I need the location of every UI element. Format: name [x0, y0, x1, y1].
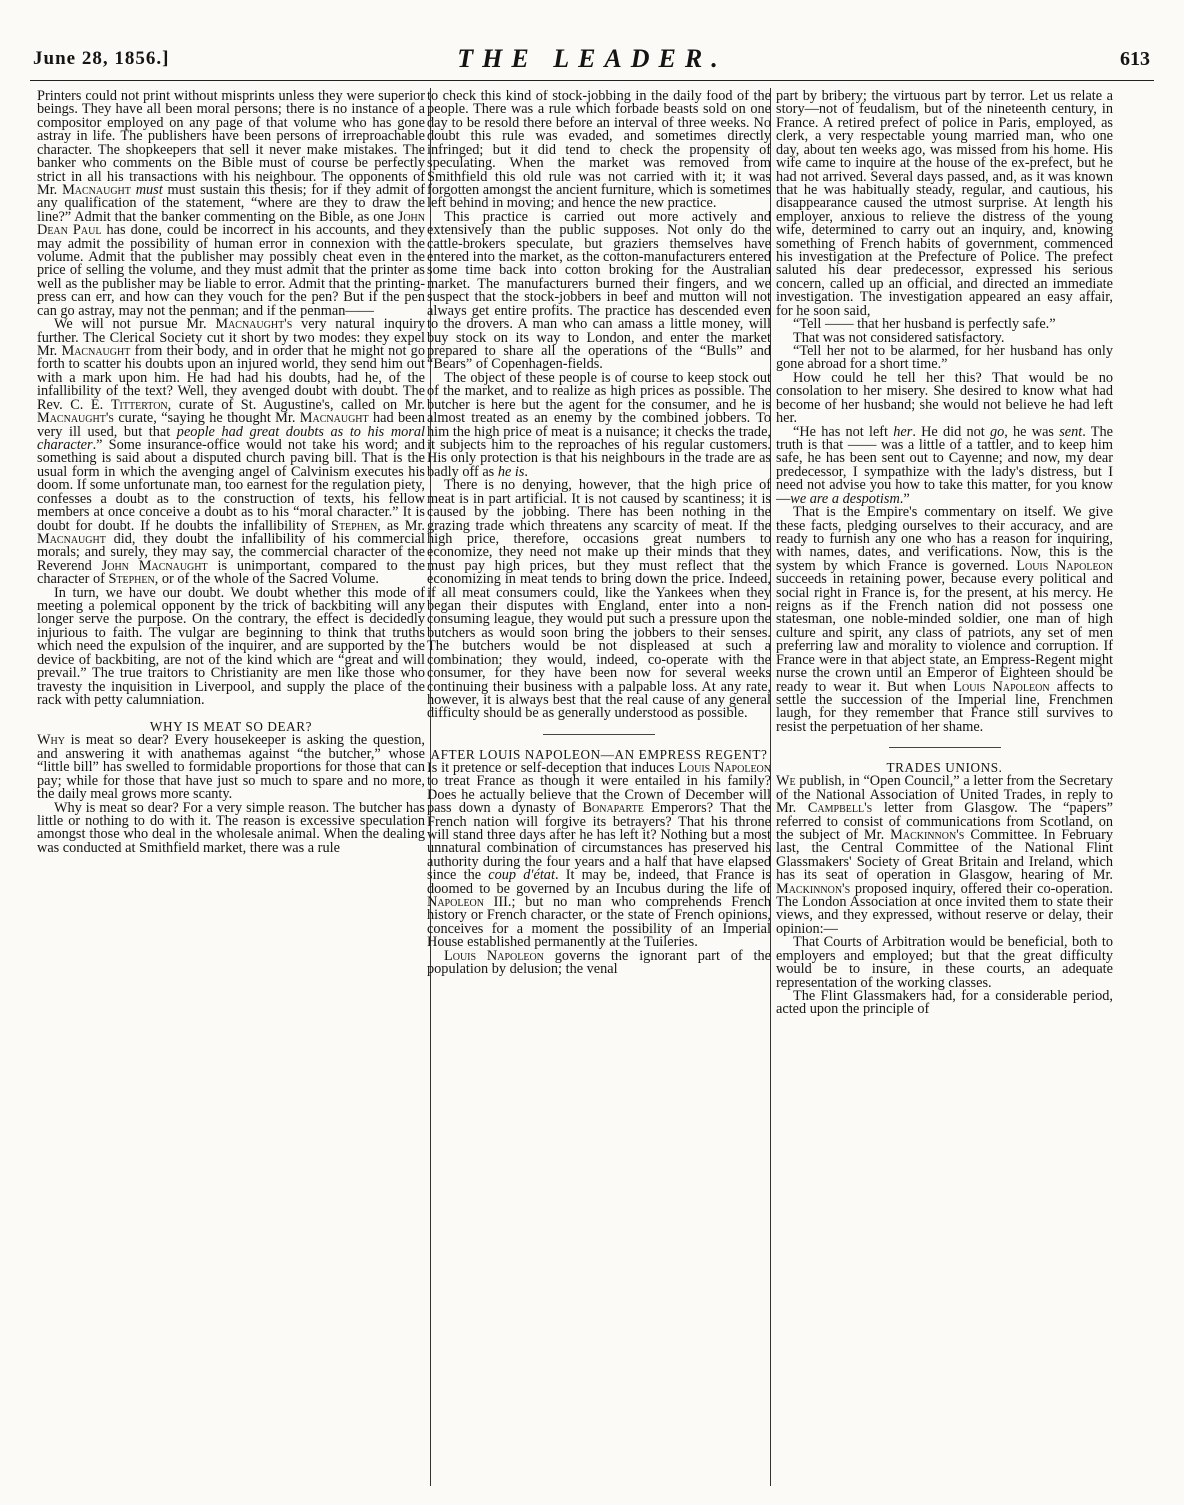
page-number: 613 — [1120, 48, 1150, 70]
section-heading: WHY IS MEAT SO DEAR? — [149, 719, 313, 735]
paragraph: Why is meat so dear? For a very simple reason. The butcher has little or nothing to do with it. The reason is excessive speculation amongst those who deal in the wholesale animal. When the dealing was conducted at Smithfield market, there was a rule — [37, 799, 425, 856]
paragraph: That is the Empire's commentary on itself. We give these facts, pledging ourselves to their accuracy, and are ready to furnish any one who has a reason for inquiring, with names, dates, and verifications. Now, this is the system by which France is governed. Louis Napoleon succeeds in retaining power, because every political and social right in France is, for the present, at his mercy. He reigns as if the French nation did not possess one statesman, one noble-minded soldier, one man of high culture and spirit, any class of patriots, any set of men preferring law and morality to violence and corruption. If France were in that abject state, an Empress-Regent might nurse the crown until an Emperor of Eighteen should be ready to wear it. But when Louis Napoleon affects to settle the succession of the Imperial line, Frenchmen laugh, for they remember that France still survives to resist the perpetuation of her shame. — [776, 504, 1113, 735]
paragraph: Printers could not print without misprints unless they were superior beings. They have all been moral persons; there is no instance of a compositor employed on any page of that volume who has gone astray in life. The publishers have been persons of irreproachable character. The shopkeepers that sell it never make mistakes. The banker who comments on the Bible must of course be perfectly strict in all his transactions with his neighbour. The opponents of Mr. Macnaught must must sustain this thesis; for if they admit of any qualification of the statement, “where are they to draw the line?” Admit that the banker commenting on the Bible, as one John Dean Paul has done, could be incorrect in his accounts, and they may admit the possibility of human error in connexion with the volume. Admit that the publisher may possibly cheat even in the price of selling the volume, and they must admit that the printer as well as the publisher may be liable to error. Admit that the printing-press can err, and how can they vouch for the pen? But if the pen can go astray, may not the penman; and if the penman—— — [37, 90, 425, 319]
newspaper-title: THE LEADER. — [457, 44, 727, 73]
column-right — [776, 90, 1113, 1492]
paragraph: “Tell her not to be alarmed, for her husband has only gone abroad for a short time.” — [776, 343, 1113, 373]
paragraph: That Courts of Arbitration would be beneficial, both to employers and employed; but that the great difficulty would be to insure, in these courts, an adequate representation of the working classes. — [776, 934, 1113, 991]
paragraph: “He has not left her. He did not go, he was sent. The truth is that —— was a little of a tattler, and to keep him safe, he has been sent out to Cayenne; and now, my dear predecessor, I sympathize with the lady's distress, but I need not advise you how to take this matter, for you know—we are a despotism.” — [776, 423, 1113, 507]
issue-date: June 28, 1856.] — [33, 48, 170, 69]
paragraph: to check this kind of stock-jobbing in the daily food of the people. There was a rule which forbade beasts sold on one day to be resold there before an interval of three weeks. No doubt this rule was evaded, and sometimes directly infringed; but it did tend to check the propensity of speculating. When the market was removed from Smithfield this old rule was not carried with it; it was forgotten amongst the ancient furniture, which is sometimes left behind in moving; and hence the new practice. — [427, 90, 771, 212]
paragraph: This practice is carried out more actively and extensively than the public supposes. Not only do the cattle-brokers speculate, but graziers themselves have entered into the market, as the cotton-manufacturers entered some time back into cotton broking for the Australian market. The manufacturers burned their fingers, and we suspect that the stock-jobbers in beef and mutton will not always get entire profits. The practice has descended even to the drovers. A man who can amass a little money, will buy stock on its way to London, and enter the market prepared to share all the operations of the “Bulls” and “Bears” of Copenhagen-fields. — [427, 208, 771, 373]
paragraph: Louis Napoleon governs the ignorant part of the population by delusion; the venal — [427, 947, 771, 978]
paragraph: That was not considered satisfactory. — [793, 329, 1005, 346]
section-heading: AFTER LOUIS NAPOLEON—AN EMPRESS REGENT? — [430, 746, 768, 762]
paragraph: The Flint Glassmakers had, for a considerable period, acted upon the principle of — [776, 988, 1113, 1018]
paragraph: “Tell —— that her husband is perfectly safe.” — [793, 316, 1056, 333]
header-rule — [30, 80, 1154, 81]
section-heading: TRADES UNIONS. — [886, 760, 1003, 776]
paragraph: There is no denying, however, that the high price of meat is in part artificial. It is not caused by scantiness; it is caused by the jobbing. There has been nothing in the grazing trade which threatens any scarcity of meat. If the high price, therefore, occasions great numbers to economize, they need not make up their minds that they must pay high prices, but they must reflect that the economizing in meat tends to bring down the price. Indeed, if all meat consumers could, like the Yankees when they began their disputes with England, enter into a non-consuming league, they would put such a pressure upon the butchers as would soon bring the jobbers to their senses. The butchers would be not displeased at such a combination; they would, indeed, co-operate with the consumer, for they have been now for several weeks continuing their business with a palpable loss. At any rate, however, it is always best that the real cause of any general difficulty should be as generally understood as possible. — [427, 477, 771, 722]
paragraph: The object of these people is of course to keep stock out of the market, and to realize as high prices as possible. The butcher is here but the agent for the consumer, and he is almost treated as an enemy by the combined jobbers. To him the high price of meat is a nuisance; it checks the trade, it subjects him to the reproaches of his regular customers. His only protection is that his neighbours in the trade are as badly off as he is. — [427, 369, 771, 480]
paragraph: Why is meat so dear? Every housekeeper is asking the question, and answering it with anathemas against “the butcher,” whose “little bill” has swelled to formidable proportions for those that can pay; while for those that have just so much to spare and no more, the daily meal grows more scanty. — [37, 732, 425, 803]
masthead — [30, 36, 1154, 74]
column-middle — [427, 90, 771, 1488]
paragraph: Is it pretence or self-deception that induces Louis Napoleon to treat France as though it were entailed in his family? Does he actually believe that the Crown of December will pass down a dynasty of Bonaparte Emperors? That the French nation will forgive its betrayers? That his throne will stand three days after he has left it? Nothing but a most unnatural combination of circumstances has preserved his authority during the four years and a half that have elapsed since the coup d'état. It may be, indeed, that France is doomed to be governed by an Incubus during the life of Napoleon III.; but no man who comprehends French history or French character, or the state of French opinions, conceives for a moment the possibility of an Imperial House established permanently at the Tuileries. — [427, 759, 771, 951]
paragraph: We publish, in “Open Council,” a letter from the Secretary of the National Association of United Trades, in reply to Mr. Campbell's letter from Glasgow. The “papers” referred to consist of communications from Scotland, on the subject of Mr. Mackinnon's Committee. In February last, the Central Committee of the National Flint Glassmakers' Society of Great Britain and Ireland, which has its seat of operation in Glasgow, hearing of Mr. Mackinnon's proposed inquiry, offered their co-operation. The London Association at once invited them to state their views, and they expressed, without reserve or delay, their opinion:— — [776, 773, 1113, 937]
paragraph: We will not pursue Mr. Macnaught's very natural inquiry further. The Clerical Society cut it short by two modes: they expel Mr. Macnaught from their body, and in order that he might not go forth to scatter his doubts upon an injured world, they send him out with a mark upon him. He had had his doubts, had he, of the infallibility of the text? Well, they avenged doubt with doubt. The Rev. C. E. Titterton, curate of St. Augustine's, called on Mr. Macnaught's curate, “saying he thought Mr. Macnaught had been very ill used, but that people had great doubts as to his moral character.” Some insurance-office would not take his word; and something is said about a disputed church paving bill. That is the usual form in which the avenging angel of Calvinism executes his doom. If some unfortunate man, too earnest for the regulation piety, confesses a doubt as to the construction of texts, his fellow members at once conceive a doubt as to his “moral character.” It is doubt for doubt. If he doubts the infallibility of Stephen, as Mr. Macnaught did, they doubt the infallibility of his commercial morals; and surely, they may say, the commercial character of the Reverend John Macnaught is unimportant, compared to the character of Stephen, or of the whole of the Sacred Volume. — [37, 316, 425, 588]
paragraph: part by bribery; the virtuous part by terror. Let us relate a story—not of feudalism, but of the nineteenth century, in France. A retired prefect of police in Paris, employed, as clerk, a very respectable young married man, who one day, about ten weeks ago, was missed from his home. His wife came to inquire at the house of the ex-prefect, but he had not arrived. Several days passed, and, as it was known that he was habitually steady, regular, and cautious, his disappearance caused the utmost surprise. At length his employer, anxious to relieve the distress of the young wife, determined to carry out an inquiry, and, knowing something of French habits of government, commenced his investigation at the Prefecture of Police. The prefect saluted his dear predecessor, expressed his serious concern, called up an official, and directed an immediate investigation. The investigation appeared an easy affair, for he soon said, — [776, 90, 1113, 319]
paragraph: How could he tell her this? That would be no consolation to her misery. She desired to know what had become of her husband; she would not believe he had left her. — [776, 369, 1113, 427]
column-left — [37, 90, 425, 1482]
paragraph: In turn, we have our doubt. We doubt whether this mode of meeting a polemical opponent by the trick of backbiting will any longer serve the purpose. On the contrary, the effect is decidedly injurious to faith. The vulgar are beginning to think that truths which need the expulsion of the inquirer, and are supported by the device of backbiting, are not of the kind which are “great and will prevail.” The true traitors to Christianity are men like those who travesty the inquisition in Liverpool, and supply the place of the rack with petty calumniation. — [37, 584, 425, 708]
